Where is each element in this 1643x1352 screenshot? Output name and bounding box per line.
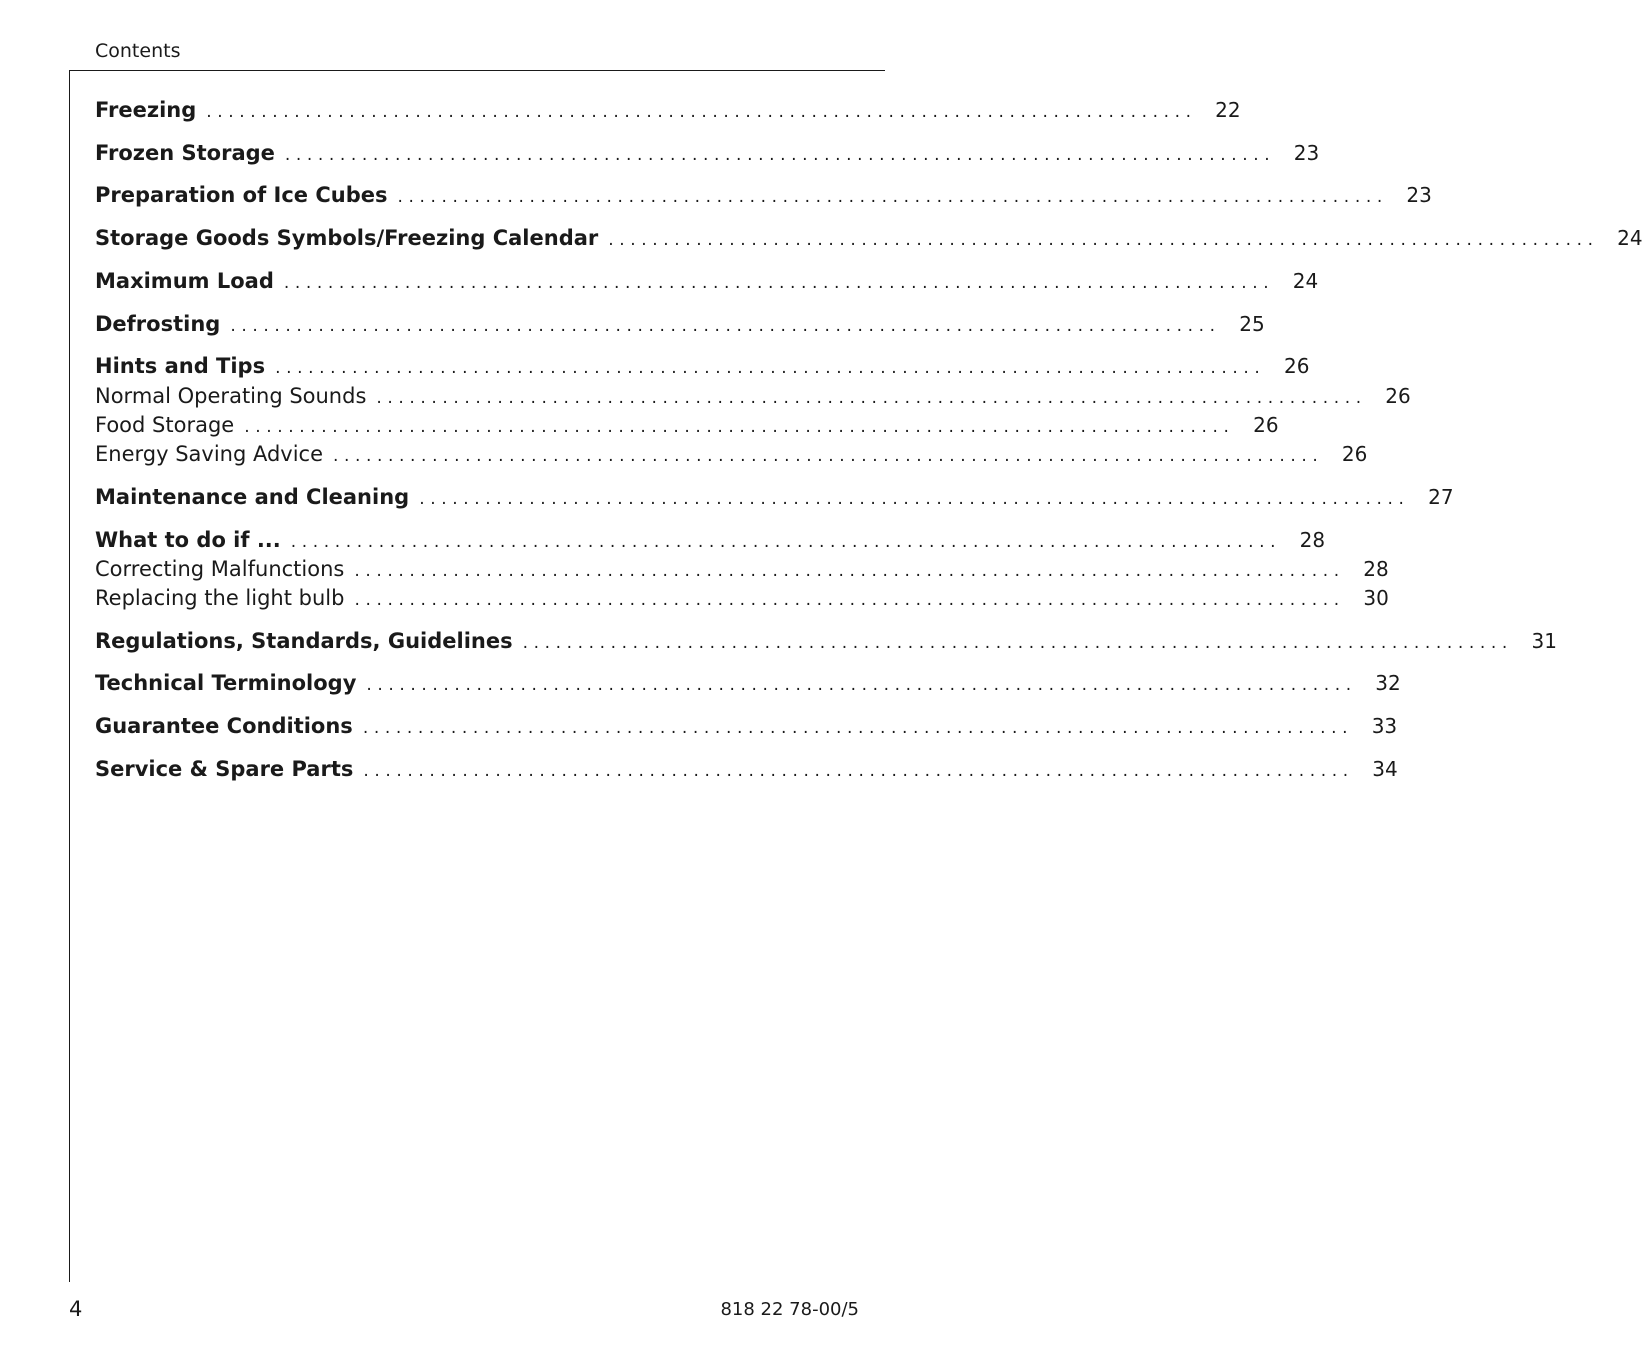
- dot-leader: ..........................................................................................: [230, 316, 1221, 336]
- toc-entry-page: 28: [1363, 557, 1389, 581]
- toc-entry-maximum-load[interactable]: [95, 267, 1319, 295]
- toc-entry-title: Hints and Tips: [95, 354, 266, 378]
- toc-entry-page: 25: [1239, 312, 1265, 336]
- toc-entry-food-storage[interactable]: [95, 411, 1279, 439]
- toc-entry-guarantee[interactable]: [95, 712, 1398, 740]
- toc-entry-title: Maintenance and Cleaning: [95, 485, 410, 509]
- toc-entry-maintenance[interactable]: [95, 483, 1454, 511]
- toc-entry-page: 22: [1215, 98, 1241, 122]
- dot-leader: ..........................................................................................: [363, 761, 1354, 781]
- toc-entry-page: 28: [1299, 528, 1326, 552]
- toc-entry-title: Preparation of Ice Cubes: [95, 183, 388, 207]
- toc-entry-page: 34: [1372, 757, 1398, 781]
- section-label: Contents: [95, 40, 181, 62]
- toc-entry-page: 33: [1371, 714, 1398, 738]
- dot-leader: ..........................................................................................: [283, 273, 1275, 293]
- dot-leader: ..........................................................................................: [244, 417, 1235, 437]
- toc-entry-title: Defrosting: [95, 312, 221, 336]
- dot-leader: ..........................................................................................: [284, 145, 1276, 165]
- toc-entry-terminology[interactable]: [95, 669, 1401, 697]
- document-number: 818 22 78-00/5: [720, 1299, 859, 1320]
- toc-entry-title: Replacing the light bulb: [95, 586, 345, 610]
- toc-entry-page: 27: [1428, 485, 1454, 509]
- toc-entry-title: Energy Saving Advice: [95, 442, 324, 466]
- toc-entry-operating-sounds[interactable]: [95, 382, 1411, 410]
- toc-entry-page: 26: [1341, 442, 1368, 466]
- toc-entry-malfunctions[interactable]: [95, 555, 1389, 583]
- toc-entry-hints-and-tips[interactable]: [95, 352, 1310, 380]
- toc-entry-title: Service & Spare Parts: [95, 757, 354, 781]
- dot-leader: ..........................................................................................: [522, 633, 1513, 653]
- toc-entry-page: 26: [1253, 413, 1279, 437]
- dot-leader: ..........................................................................................: [419, 489, 1410, 509]
- toc-entry-title: Regulations, Standards, Guidelines: [95, 629, 513, 653]
- toc-entry-defrosting[interactable]: [95, 310, 1265, 338]
- dot-leader: ..........................................................................................: [362, 718, 1354, 738]
- toc-entry-page: 23: [1293, 141, 1320, 165]
- toc-entry-title: Technical Terminology: [95, 671, 357, 695]
- dot-leader: ..........................................................................................: [354, 561, 1345, 581]
- toc-entry-frozen-storage[interactable]: [95, 139, 1320, 167]
- toc-entry-page: 26: [1385, 384, 1411, 408]
- toc-entry-page: 24: [1617, 226, 1643, 250]
- toc-entry-page: 26: [1283, 354, 1310, 378]
- toc-entry-title: What to do if ...: [95, 528, 281, 552]
- toc-entry-ice-cubes[interactable]: [95, 181, 1432, 209]
- toc-entry-title: Guarantee Conditions: [95, 714, 353, 738]
- dot-leader: ..........................................................................................: [333, 446, 1324, 466]
- margin-rule: [69, 70, 70, 1282]
- toc-entry-title: Food Storage: [95, 413, 235, 437]
- toc-entry-title: Normal Operating Sounds: [95, 384, 367, 408]
- toc-entry-storage-symbols[interactable]: [95, 224, 1643, 252]
- toc-entry-page: 31: [1531, 629, 1557, 653]
- toc-entry-light-bulb[interactable]: [95, 584, 1389, 612]
- toc-entry-title: Storage Goods Symbols/Freezing Calendar: [95, 226, 599, 250]
- dot-leader: ..........................................................................................: [376, 388, 1367, 408]
- toc-entry-page: 32: [1375, 671, 1401, 695]
- dot-leader: ..........................................................................................: [366, 675, 1357, 695]
- toc-entry-page: 23: [1406, 183, 1432, 207]
- dot-leader: ..........................................................................................: [275, 358, 1266, 378]
- toc-entry-page: 30: [1363, 586, 1389, 610]
- dot-leader: ..........................................................................................: [608, 230, 1599, 250]
- toc-entry-regulations[interactable]: [95, 627, 1557, 655]
- toc-entry-service[interactable]: [95, 755, 1398, 783]
- page-number: 4: [69, 1297, 83, 1321]
- toc-entry-page: 24: [1292, 269, 1319, 293]
- toc-entry-what-to-do[interactable]: [95, 526, 1326, 554]
- dot-leader: ..........................................................................................: [354, 590, 1345, 610]
- toc-entry-title: Frozen Storage: [95, 141, 275, 165]
- toc-entry-freezing[interactable]: [95, 96, 1241, 124]
- dot-leader: ..........................................................................................: [290, 532, 1282, 552]
- dot-leader: ..........................................................................................: [397, 187, 1388, 207]
- toc-entry-title: Freezing: [95, 98, 197, 122]
- dot-leader: ..........................................................................................: [206, 102, 1197, 122]
- header-rule: [69, 70, 885, 71]
- toc-entry-title: Maximum Load: [95, 269, 274, 293]
- toc-entry-title: Correcting Malfunctions: [95, 557, 345, 581]
- toc-entry-energy-saving[interactable]: [95, 440, 1368, 468]
